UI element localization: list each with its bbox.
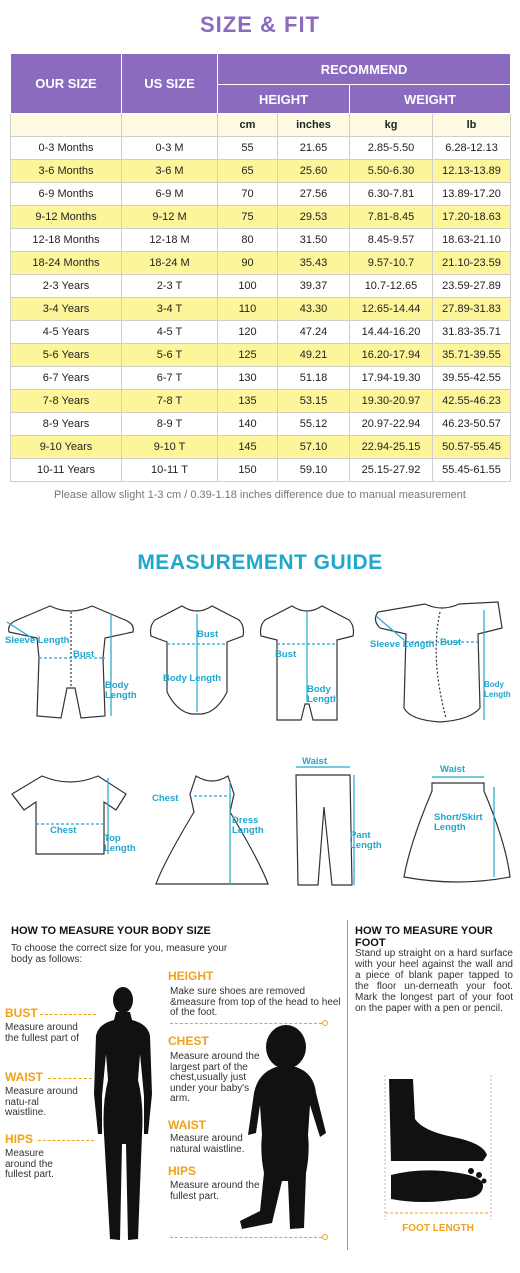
weight-lb-cell: 18.63-21.10: [433, 229, 511, 252]
child-chest-label: CHEST: [168, 1034, 209, 1048]
weight-lb-cell: 39.55-42.55: [433, 367, 511, 390]
bust-label: Bust: [275, 649, 297, 660]
height-inches-cell: 57.10: [278, 436, 350, 459]
size-row: [11, 298, 511, 321]
unit-lb: lb: [433, 114, 511, 137]
our-size-cell: 6-9 Months: [11, 183, 122, 206]
our-size-cell: 9-10 Years: [11, 436, 122, 459]
us-size-cell: 2-3 T: [122, 275, 218, 298]
adult-waist-text: Measure around natu-ral waistline.: [5, 1086, 78, 1118]
body-length-label: Body Length: [307, 684, 339, 705]
height-header: HEIGHT: [218, 85, 350, 114]
weight-kg-cell: 10.7-12.65: [350, 275, 433, 298]
unit-kg: kg: [350, 114, 433, 137]
weight-kg-cell: 16.20-17.94: [350, 344, 433, 367]
units-cell-blank: [122, 114, 218, 137]
size-row: [11, 252, 511, 275]
height-inches-cell: 53.15: [278, 390, 350, 413]
us-size-cell: 9-10 T: [122, 436, 218, 459]
height-inches-cell: 55.12: [278, 413, 350, 436]
size-row: [11, 413, 511, 436]
our-size-cell: 10-11 Years: [11, 459, 122, 482]
bust-guide-line: [40, 1014, 96, 1015]
our-size-cell: 7-8 Years: [11, 390, 122, 413]
height-cm-cell: 145: [218, 436, 278, 459]
sleeve-length-label: Sleeve Length: [370, 639, 435, 650]
weight-lb-cell: 27.89-31.83: [433, 298, 511, 321]
height-bottom-line: [170, 1237, 322, 1238]
height-cm-cell: 130: [218, 367, 278, 390]
adult-hips-label: HIPS: [5, 1132, 34, 1146]
adult-silhouette: [86, 984, 161, 1246]
weight-kg-cell: 8.45-9.57: [350, 229, 433, 252]
height-cm-cell: 80: [218, 229, 278, 252]
weight-lb-cell: 31.83-35.71: [433, 321, 511, 344]
foot-illustration: [383, 1075, 493, 1220]
recommend-header: RECOMMEND: [218, 54, 511, 85]
bust-label: Bust: [73, 649, 95, 660]
weight-kg-cell: 14.44-16.20: [350, 321, 433, 344]
height-cm-cell: 140: [218, 413, 278, 436]
skirt-sketch: [398, 763, 516, 889]
weight-lb-cell: 42.55-46.23: [433, 390, 511, 413]
us-size-cell: 3-6 M: [122, 160, 218, 183]
weight-kg-cell: 12.65-14.44: [350, 298, 433, 321]
size-row: [11, 436, 511, 459]
foot-text: Stand up straight on a hard surface with your heel against the wall and a piece of blank paper tapped to the floor un-derneath your foot. Mark the longest part of your foot on the paper with a pen or pencil.: [355, 948, 513, 1014]
section-divider: [347, 920, 348, 1250]
height-cm-cell: 75: [218, 206, 278, 229]
size-row: [11, 183, 511, 206]
us-size-cell: 6-7 T: [122, 367, 218, 390]
waist-label: Waist: [302, 756, 327, 767]
size-row: [11, 275, 511, 298]
height-cm-cell: 150: [218, 459, 278, 482]
top-length-label: Top Length: [104, 833, 136, 854]
body-length-label: Body Length: [484, 680, 511, 699]
height-inches-cell: 47.24: [278, 321, 350, 344]
weight-lb-cell: 13.89-17.20: [433, 183, 511, 206]
height-cm-cell: 55: [218, 137, 278, 160]
us-size-cell: 5-6 T: [122, 344, 218, 367]
height-inches-cell: 49.21: [278, 344, 350, 367]
romper-sketch: [5, 598, 137, 726]
weight-kg-cell: 19.30-20.97: [350, 390, 433, 413]
weight-lb-cell: 21.10-23.59: [433, 252, 511, 275]
chest-label: Chest: [50, 825, 77, 836]
size-row: [11, 160, 511, 183]
our-size-cell: 4-5 Years: [11, 321, 122, 344]
height-top-dot: [322, 1020, 328, 1026]
us-size-cell: 10-11 T: [122, 459, 218, 482]
foot-title: HOW TO MEASURE YOUR FOOT: [355, 925, 493, 949]
height-cm-cell: 65: [218, 160, 278, 183]
weight-kg-cell: 22.94-25.15: [350, 436, 433, 459]
child-height-label: HEIGHT: [168, 969, 214, 983]
measurement-note: Please allow slight 1-3 cm / 0.39-1.18 inches difference due to manual measurement: [54, 489, 466, 501]
size-row: [11, 321, 511, 344]
unit-inches: inches: [278, 114, 350, 137]
us-size-cell: 18-24 M: [122, 252, 218, 275]
us-size-cell: 3-4 T: [122, 298, 218, 321]
child-height-text: Make sure shoes are removed &measure from top of the head to heel of the foot.: [170, 986, 341, 1018]
unit-cm: cm: [218, 114, 278, 137]
bust-label: Bust: [440, 637, 462, 648]
body-size-intro: To choose the correct size for you, measure your body as follows:: [11, 943, 228, 965]
weight-lb-cell: 17.20-18.63: [433, 206, 511, 229]
pants-sketch: [280, 757, 390, 889]
height-inches-cell: 59.10: [278, 459, 350, 482]
body-length-label: Body Length: [163, 673, 222, 684]
our-size-cell: 3-4 Years: [11, 298, 122, 321]
size-fit-title: SIZE & FIT: [200, 12, 320, 37]
child-hips-label: HIPS: [168, 1164, 197, 1178]
short-romper-sketch: [257, 600, 357, 725]
weight-lb-cell: 35.71-39.55: [433, 344, 511, 367]
child-chest-text: Measure around the largest part of the chest,usually just under your baby's arm.: [170, 1051, 260, 1104]
height-inches-cell: 43.30: [278, 298, 350, 321]
weight-kg-cell: 9.57-10.7: [350, 252, 433, 275]
bodysuit-sketch: [147, 600, 247, 720]
weight-kg-cell: 2.85-5.50: [350, 137, 433, 160]
size-row: [11, 229, 511, 252]
short-skirt-length-label: Short/Skirt Length: [434, 812, 483, 833]
weight-kg-cell: 20.97-22.94: [350, 413, 433, 436]
height-cm-cell: 70: [218, 183, 278, 206]
height-cm-cell: 110: [218, 298, 278, 321]
body-length-label: Body Length: [105, 680, 137, 701]
measurement-guide-title: MEASUREMENT GUIDE: [137, 551, 383, 574]
weight-header: WEIGHT: [350, 85, 511, 114]
chest-label: Chest: [152, 793, 179, 804]
child-hips-text: Measure around the fullest part.: [170, 1180, 260, 1202]
height-inches-cell: 35.43: [278, 252, 350, 275]
our-size-cell: 6-7 Years: [11, 367, 122, 390]
weight-kg-cell: 5.50-6.30: [350, 160, 433, 183]
hips-guide-line: [38, 1140, 94, 1141]
size-row: [11, 459, 511, 482]
our-size-cell: 8-9 Years: [11, 413, 122, 436]
foot-length-label: FOOT LENGTH: [402, 1223, 474, 1234]
bust-label: Bust: [197, 629, 219, 640]
weight-kg-cell: 7.81-8.45: [350, 206, 433, 229]
height-top-line: [170, 1023, 322, 1024]
units-cell-blank: [11, 114, 122, 137]
size-row: [11, 367, 511, 390]
size-row: [11, 137, 511, 160]
us-size-cell: 9-12 M: [122, 206, 218, 229]
our-size-cell: 0-3 Months: [11, 137, 122, 160]
waist-guide-line: [48, 1078, 92, 1079]
us-size-cell: 12-18 M: [122, 229, 218, 252]
weight-lb-cell: 55.45-61.55: [433, 459, 511, 482]
size-row: [11, 390, 511, 413]
weight-kg-cell: 17.94-19.30: [350, 367, 433, 390]
adult-waist-label: WAIST: [5, 1070, 43, 1084]
our-size-cell: 9-12 Months: [11, 206, 122, 229]
height-inches-cell: 51.18: [278, 367, 350, 390]
pant-length-label: Pant Length: [350, 830, 382, 851]
us-size-cell: 7-8 T: [122, 390, 218, 413]
our-size-cell: 2-3 Years: [11, 275, 122, 298]
adult-bust-label: BUST: [5, 1006, 38, 1020]
body-size-title: HOW TO MEASURE YOUR BODY SIZE: [11, 925, 211, 937]
us-size-cell: 0-3 M: [122, 137, 218, 160]
us-size-cell: 6-9 M: [122, 183, 218, 206]
our-size-cell: 18-24 Months: [11, 252, 122, 275]
our-size-cell: 12-18 Months: [11, 229, 122, 252]
dress-sketch: [150, 772, 275, 892]
height-inches-cell: 27.56: [278, 183, 350, 206]
weight-lb-cell: 6.28-12.13: [433, 137, 511, 160]
child-waist-label: WAIST: [168, 1118, 206, 1132]
weight-kg-cell: 6.30-7.81: [350, 183, 433, 206]
us-size-header: US SIZE: [122, 54, 218, 114]
weight-lb-cell: 46.23-50.57: [433, 413, 511, 436]
weight-lb-cell: 50.57-55.45: [433, 436, 511, 459]
weight-lb-cell: 23.59-27.89: [433, 275, 511, 298]
height-inches-cell: 25.60: [278, 160, 350, 183]
height-bottom-dot: [322, 1234, 328, 1240]
child-waist-text: Measure around natural waistline.: [170, 1133, 245, 1155]
height-inches-cell: 21.65: [278, 137, 350, 160]
adult-bust-text: Measure around the fullest part of: [5, 1022, 79, 1044]
height-cm-cell: 90: [218, 252, 278, 275]
height-inches-cell: 31.50: [278, 229, 350, 252]
us-size-cell: 4-5 T: [122, 321, 218, 344]
weight-kg-cell: 25.15-27.92: [350, 459, 433, 482]
our-size-header: OUR SIZE: [11, 54, 122, 114]
height-cm-cell: 135: [218, 390, 278, 413]
us-size-cell: 8-9 T: [122, 413, 218, 436]
dress-length-label: Dress Length: [232, 815, 264, 836]
height-cm-cell: 100: [218, 275, 278, 298]
size-row: [11, 206, 511, 229]
height-cm-cell: 120: [218, 321, 278, 344]
weight-lb-cell: 12.13-13.89: [433, 160, 511, 183]
height-inches-cell: 39.37: [278, 275, 350, 298]
size-chart-table: [10, 53, 511, 482]
waist-label: Waist: [440, 764, 465, 775]
wrap-romper-sketch: [370, 598, 516, 726]
tshirt-sketch: [8, 770, 148, 860]
our-size-cell: 3-6 Months: [11, 160, 122, 183]
adult-hips-text: Measure around the fullest part.: [5, 1148, 54, 1180]
units-row: [11, 114, 511, 137]
height-inches-cell: 29.53: [278, 206, 350, 229]
our-size-cell: 5-6 Years: [11, 344, 122, 367]
size-row: [11, 344, 511, 367]
height-cm-cell: 125: [218, 344, 278, 367]
sleeve-length-label: Sleeve Length: [5, 635, 70, 646]
